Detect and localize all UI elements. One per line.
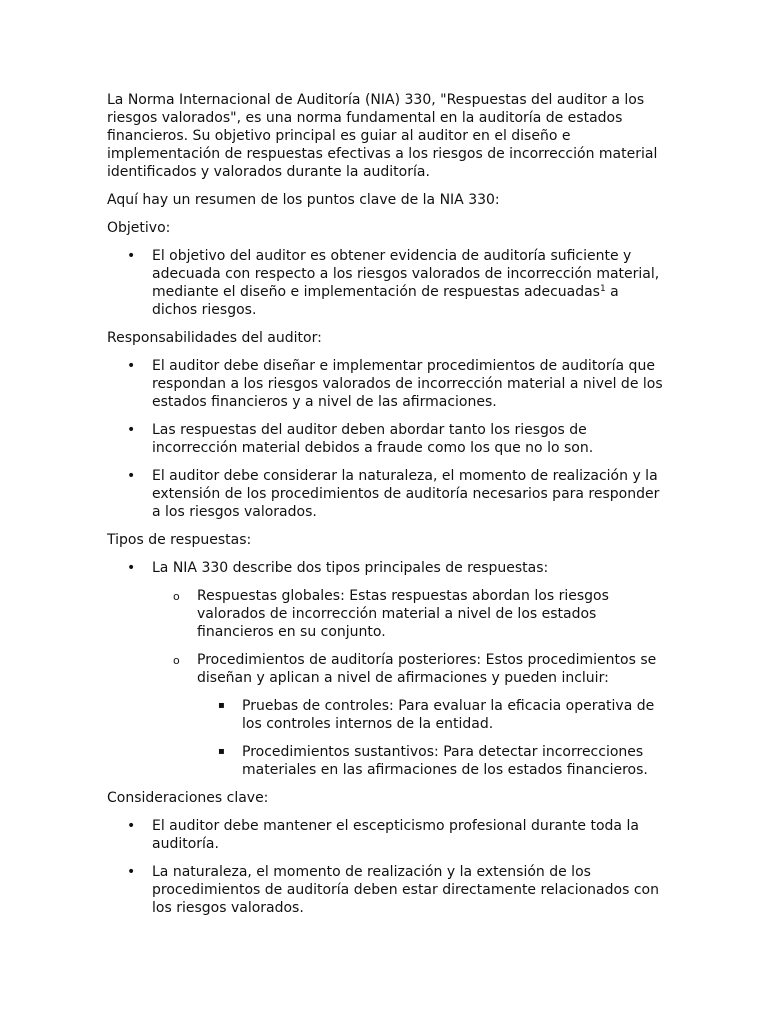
- list-item: [107, 863, 667, 917]
- circle-bullet-icon: o: [173, 654, 180, 667]
- square-bullet-icon: ▪: [218, 700, 225, 711]
- list-item-text: El auditor debe considerar la naturaleza, el momento de realización y la extensión de los procedimientos de auditoría necesarios para responder a los riesgos valorados.: [152, 468, 660, 520]
- list-item-text: Procedimientos de auditoría posteriores: Estos procedimientos se diseñan y aplican a nivel de afirmaciones y pueden incluir:: [197, 652, 657, 686]
- responsibilities-section: [107, 329, 667, 521]
- bullet-icon: •: [127, 358, 136, 374]
- list-item-text: La naturaleza, el momento de realización y la extensión de los procedimientos de auditoría deben estar directamente relacionados con los riesgos valorados.: [152, 864, 659, 916]
- list-item: [107, 467, 667, 521]
- list-item: [107, 559, 667, 779]
- responsibilities-heading: Responsabilidades del auditor:: [107, 330, 322, 346]
- footnote-marker: 1: [599, 284, 606, 294]
- response-types-heading: Tipos de respuestas:: [107, 532, 252, 548]
- response-types-list: [107, 559, 667, 779]
- objective-heading: Objetivo:: [107, 220, 171, 236]
- summary-line: Aquí hay un resumen de los puntos clave de la NIA 330:: [107, 192, 500, 208]
- bullet-icon: •: [127, 422, 136, 438]
- key-considerations-section: [107, 789, 667, 917]
- response-types-sublist: [152, 587, 667, 779]
- list-item: [107, 817, 667, 853]
- list-item-text: Pruebas de controles: Para evaluar la eficacia operativa de los controles internos de la entidad.: [242, 698, 655, 732]
- bullet-icon: •: [127, 818, 136, 834]
- list-item: [152, 651, 667, 779]
- key-considerations-list: [107, 817, 667, 917]
- list-item-text: Procedimientos sustantivos: Para detectar incorrecciones materiales en las afirmaciones de los estados financieros.: [242, 744, 648, 778]
- list-item: [197, 743, 667, 779]
- responsibilities-list: [107, 357, 667, 521]
- objective-list: [107, 247, 667, 319]
- further-procedures-list: [197, 697, 667, 779]
- list-item-text: Respuestas globales: Estas respuestas abordan los riesgos valorados de incorrección material a nivel de los estados financieros en su conjunto.: [197, 588, 609, 640]
- circle-bullet-icon: o: [173, 590, 180, 603]
- square-bullet-icon: ▪: [218, 746, 225, 757]
- list-item: [107, 421, 667, 457]
- bullet-icon: •: [127, 468, 136, 484]
- list-item-text: La NIA 330 describe dos tipos principales de respuestas:: [152, 560, 549, 576]
- bullet-icon: •: [127, 560, 136, 576]
- response-types-section: [107, 531, 667, 779]
- list-item: [197, 697, 667, 733]
- key-considerations-heading: Consideraciones clave:: [107, 790, 269, 806]
- list-item-text: El auditor debe diseñar e implementar procedimientos de auditoría que respondan a los riesgos valorados de incorrección material a nivel de los estados financieros y a nivel de las afirmaciones.: [152, 358, 663, 410]
- objective-text-main: El objetivo del auditor es obtener evidencia de auditoría suficiente y adecuada con respecto a los riesgos valorados de incorrección material, mediante el diseño e implementación de respuestas adecuadas: [152, 248, 660, 300]
- list-item: [107, 247, 667, 319]
- bullet-icon: •: [127, 864, 136, 880]
- list-item-text: El auditor debe mantener el escepticismo profesional durante toda la auditoría.: [152, 818, 639, 852]
- intro-paragraph: La Norma Internacional de Auditoría (NIA) 330, "Respuestas del auditor a los riesgos valorados", es una norma fundamental en la auditoría de estados financieros. Su objetivo principal es guiar al auditor en el diseño e implementación de respuestas efectivas a los riesgos de incorrección material identificados y valorados durante la auditoría.: [107, 92, 658, 180]
- bullet-icon: •: [127, 248, 136, 264]
- objective-text-tail: a dichos riesgos.: [152, 284, 619, 318]
- list-item-text: Las respuestas del auditor deben abordar tanto los riesgos de incorrección material debidos a fraude como los que no lo son.: [152, 422, 594, 456]
- list-item: [107, 357, 667, 411]
- document-page: [107, 91, 667, 927]
- objective-section: [107, 219, 667, 319]
- list-item: [152, 587, 667, 641]
